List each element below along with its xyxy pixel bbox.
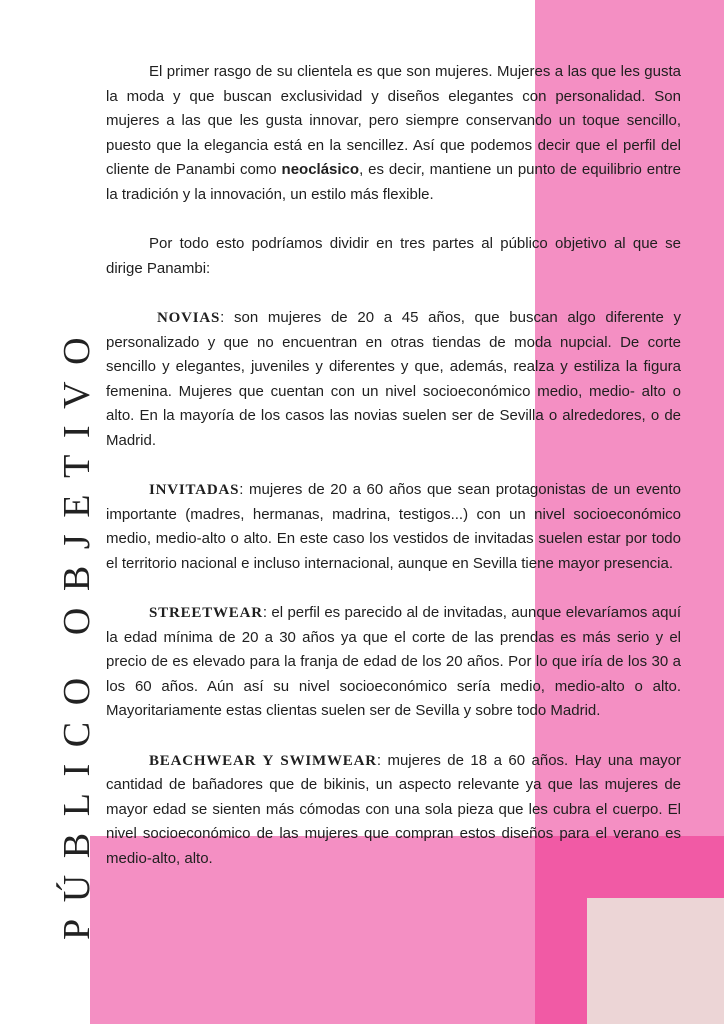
segment-text-streetwear: : el perfil es parecido al de invitadas, aunque elevaríamos aquí la edad mínima de 20 a 30 años ya que el corte de las prendas es más serio y el precio de es elevado para la franja de edad de los 20 años. Por lo que iría de los 30 a los 60 años. Aún así su nivel socioeconómico sería medio, medio-alto o alto. Mayoritariamente estas clientas suelen ser de Sevilla y sobre todo Madrid. — [106, 604, 681, 720]
segment-streetwear — [106, 601, 681, 724]
segment-label-novias: NOVIAS — [157, 309, 221, 326]
vertical-section-title: PÚBLICO OBJETIVO — [56, 320, 98, 940]
segment-novias — [106, 306, 681, 454]
segment-text-novias: : son mujeres de 20 a 45 años, que buscan algo diferente y personalizado y que no encuentran en otras tiendas de moda nupcial. De corte sencillo y elegantes, juveniles y diferentes y que, además, realza y estiliza la figura femenina. Mujeres que cuentan con un nivel socioeconómico medio, medio- alto o alto. En la mayoría de los casos las novias suelen ser de Sevilla o alrededores, o de Madrid. — [106, 308, 681, 449]
neoclasico-highlight: neoclásico — [281, 161, 360, 179]
segment-text-invitadas: : mujeres de 20 a 60 años que sean protagonistas de un evento importante (madres, hermanas, madrina, testigos...) con un nivel socioeconómico medio, medio-alto o alto. En este caso los vestidos de invitadas suelen estar por todo el territorio nacional e incluso internacional, aunque en Sevilla tiene mayor presencia. — [106, 481, 681, 572]
segment-beachwear — [106, 749, 681, 872]
division-paragraph: Por todo esto podríamos dividir en tres partes al público objetivo al que se dirige Panambi: — [106, 235, 681, 277]
segment-label-beachwear: BEACHWEAR Y SWIMWEAR — [149, 752, 377, 769]
segment-text-beachwear: : mujeres de 18 a 60 años. Hay una mayor cantidad de bañadores que de bikinis, un aspecto relevante ya que las mujeres de mayor edad se sienten más cómodas con una sola pieza que les cubra el cuerpo. El nivel socioeconómico de las mujeres que compran estos diseños para el verano es medio-alto, alto. — [106, 751, 681, 867]
body-text — [106, 60, 681, 896]
intro-paragraph — [106, 60, 681, 208]
segment-invitadas — [106, 478, 681, 576]
segment-label-streetwear: STREETWEAR — [149, 605, 263, 622]
intro-text-end: , es decir, mantiene un punto de equilibrio entre la tradición y la innovación, un estilo más flexible. — [106, 161, 681, 203]
segment-label-invitadas: INVITADAS — [149, 482, 240, 499]
intro-text: El primer rasgo de su clientela es que son mujeres. Mujeres a las que les gusta la moda y que buscan exclusividad y diseños elegantes con personalidad. Son mujeres a las que les gusta innovar, pero siempre conservando un toque sencillo, puesto que la elegancia está en la sencillez. Así que podemos decir que el perfil del cliente de Panambi como — [106, 63, 681, 179]
blush-corner-block — [587, 898, 724, 1024]
